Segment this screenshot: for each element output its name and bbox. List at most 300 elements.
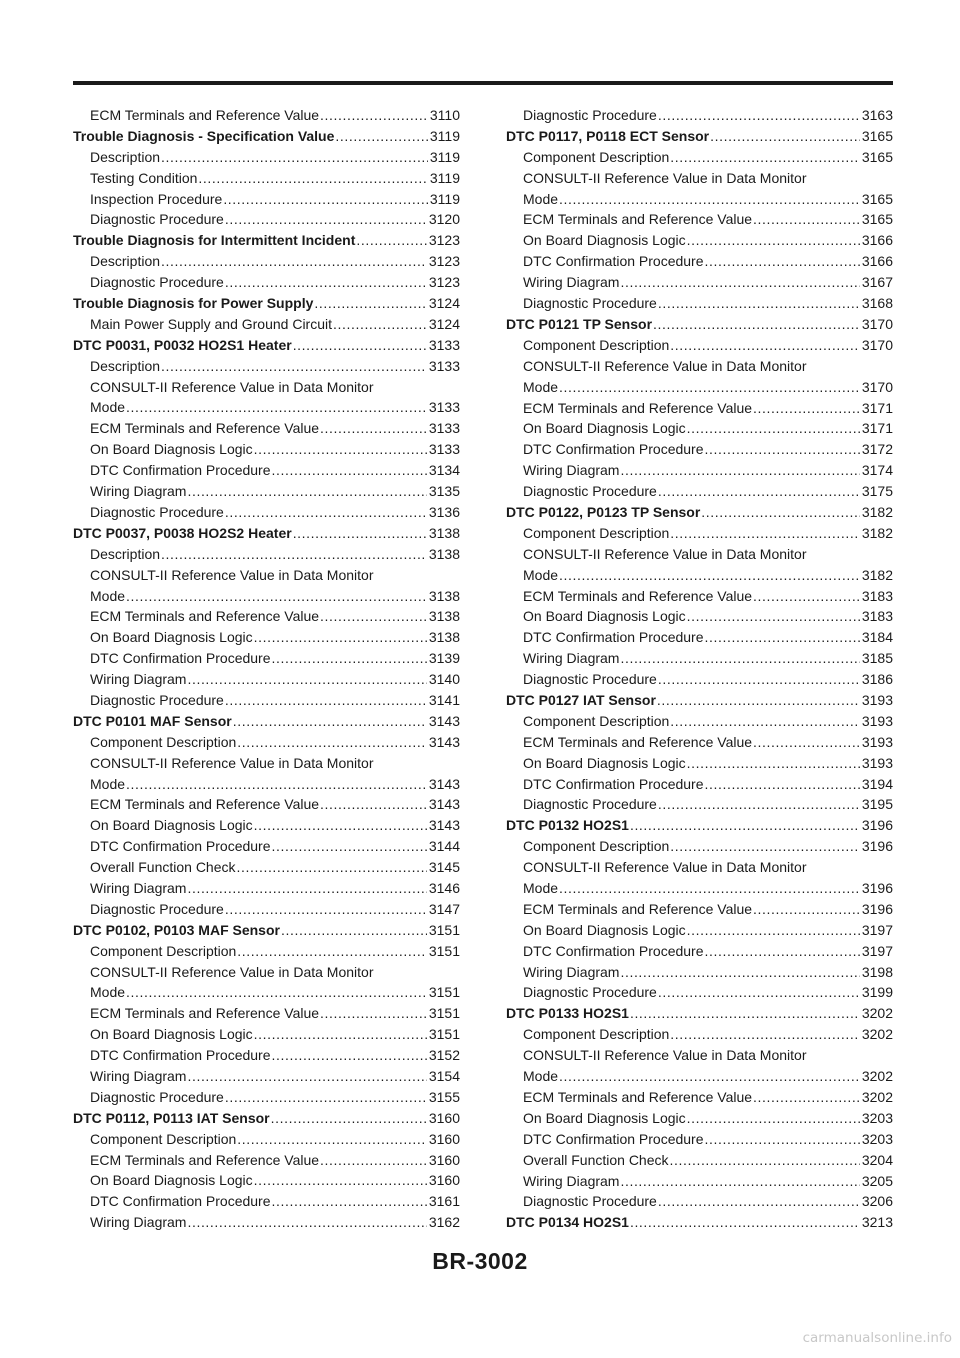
toc-page-number: 3119	[429, 148, 460, 165]
toc-subentry[interactable]	[73, 648, 460, 669]
toc-subentry[interactable]	[506, 857, 893, 878]
toc-entry-title: CONSULT-II Reference Value in Data Monitor	[90, 378, 374, 395]
toc-dot-leader	[658, 481, 860, 502]
toc-subentry[interactable]	[73, 439, 460, 460]
toc-page-number: 3163	[861, 107, 893, 123]
toc-entry-title: CONSULT-II Reference Value in Data Monitor	[90, 754, 374, 771]
toc-page-number: 3133	[428, 441, 460, 458]
toc-entry-title: Wiring Diagram	[90, 1214, 187, 1231]
toc-entry-title: DTC Confirmation Procedure	[90, 462, 271, 479]
toc-subentry[interactable]	[73, 794, 460, 815]
toc-subentry[interactable]	[506, 920, 893, 941]
toc-section-entry[interactable]	[73, 920, 460, 941]
toc-page-number: 3195	[861, 796, 893, 813]
toc-subentry[interactable]	[73, 1087, 460, 1108]
toc-dot-leader	[254, 627, 427, 648]
toc-page-number: 3205	[861, 1172, 893, 1189]
toc-entry-title: Wiring Diagram	[523, 462, 620, 479]
toc-subentry[interactable]	[73, 774, 460, 795]
toc-subentry[interactable]	[506, 878, 893, 899]
toc-subentry[interactable]	[506, 105, 893, 126]
toc-entry-title: ECM Terminals and Reference Value	[90, 796, 320, 813]
toc-entry-title: Wiring Diagram	[90, 880, 187, 896]
toc-entry-title: On Board Diagnosis Logic	[90, 441, 253, 458]
toc-entry-title: Mode	[523, 378, 559, 395]
toc-subentry[interactable]	[506, 356, 893, 377]
toc-entry-title: Component Description	[523, 838, 670, 855]
toc-entry-title: ECM Terminals and Reference Value	[523, 587, 753, 604]
toc-entry-title: Wiring Diagram	[90, 483, 187, 500]
toc-section-entry[interactable]	[73, 293, 460, 314]
toc-subentry[interactable]	[73, 251, 460, 272]
toc-dot-leader	[293, 335, 427, 356]
toc-dot-leader	[314, 293, 426, 314]
toc-section-entry[interactable]	[506, 690, 893, 711]
toc-subentry[interactable]	[73, 544, 460, 565]
toc-dot-leader	[670, 523, 860, 544]
toc-subentry[interactable]	[73, 1024, 460, 1045]
toc-entry-title: Mode	[90, 399, 126, 416]
toc-subentry[interactable]	[73, 627, 460, 648]
toc-entry-title: DTC Confirmation Procedure	[523, 942, 704, 959]
toc-page-number: 3193	[861, 754, 893, 771]
toc-entry-title: DTC P0122, P0123 TP Sensor	[506, 503, 701, 520]
toc-subentry[interactable]	[506, 732, 893, 753]
toc-entry-title: Diagnostic Procedure	[523, 483, 657, 500]
toc-page-number: 3198	[861, 963, 893, 980]
toc-subentry[interactable]	[73, 606, 460, 627]
toc-dot-leader	[620, 272, 859, 293]
toc-subentry[interactable]	[506, 1087, 893, 1108]
toc-subentry[interactable]	[73, 168, 460, 189]
toc-section-entry[interactable]	[73, 711, 460, 732]
toc-subentry[interactable]	[506, 168, 893, 189]
toc-subentry[interactable]	[73, 836, 460, 857]
toc-entry-title: DTC Confirmation Procedure	[523, 253, 704, 270]
toc-dot-leader	[658, 669, 860, 690]
toc-page-number: 3168	[861, 295, 893, 312]
toc-subentry[interactable]	[73, 272, 460, 293]
toc-subentry[interactable]	[506, 1108, 893, 1129]
toc-subentry[interactable]	[73, 753, 460, 774]
toc-dot-leader	[620, 1171, 859, 1192]
toc-entry-title: ECM Terminals and Reference Value	[90, 1151, 320, 1168]
toc-entry-title: DTC Confirmation Procedure	[523, 629, 704, 646]
toc-entry-title: Mode	[90, 984, 126, 1001]
toc-section-entry[interactable]	[506, 314, 893, 335]
toc-page-number: 3183	[861, 608, 893, 625]
toc-page-number: 3165	[861, 211, 893, 228]
toc-dot-leader	[559, 189, 860, 210]
toc-subentry[interactable]	[506, 418, 893, 439]
toc-dot-leader	[254, 1024, 427, 1045]
toc-page-number: 3202	[861, 1068, 893, 1085]
toc-dot-leader	[705, 251, 860, 272]
toc-entry-title: ECM Terminals and Reference Value	[90, 107, 320, 123]
toc-subentry[interactable]	[73, 941, 460, 962]
toc-page-number: 3167	[861, 274, 893, 291]
toc-dot-leader	[333, 314, 427, 335]
toc-dot-leader	[753, 1087, 860, 1108]
toc-entry-title: Mode	[90, 587, 126, 604]
toc-entry-title: Description	[90, 253, 161, 270]
toc-subentry[interactable]	[506, 1045, 893, 1066]
toc-page-number: 3119	[429, 169, 460, 186]
toc-entry-title: On Board Diagnosis Logic	[523, 420, 686, 437]
toc-entry-title: Component Description	[90, 942, 237, 959]
toc-dot-leader	[670, 1024, 860, 1045]
toc-subentry[interactable]	[506, 439, 893, 460]
toc-entry-title: ECM Terminals and Reference Value	[523, 211, 753, 228]
toc-right-column	[506, 105, 893, 1233]
toc-section-entry[interactable]	[506, 502, 893, 523]
toc-page-number: 3138	[428, 587, 460, 604]
toc-subentry[interactable]	[506, 836, 893, 857]
toc-page-number: 3170	[861, 336, 893, 353]
toc-subentry[interactable]	[506, 794, 893, 815]
toc-dot-leader	[161, 544, 427, 565]
toc-page-number: 3151	[428, 921, 460, 938]
toc-dot-leader	[187, 481, 426, 502]
toc-page-number: 3160	[428, 1109, 460, 1126]
toc-page-number: 3197	[861, 942, 893, 959]
top-rule	[73, 81, 893, 85]
toc-entry-title: DTC P0031, P0032 HO2S1 Heater	[73, 336, 292, 353]
toc-entry-title: Diagnostic Procedure	[90, 1088, 224, 1105]
toc-page-number: 3124	[428, 295, 460, 312]
toc-entry-title: Mode	[523, 190, 559, 207]
toc-entry-title: CONSULT-II Reference Value in Data Monitor	[523, 1047, 807, 1064]
toc-dot-leader	[225, 690, 427, 711]
toc-page-number: 3160	[428, 1130, 460, 1147]
toc-subentry[interactable]	[506, 293, 893, 314]
toc-page-number: 3171	[861, 420, 893, 437]
toc-dot-leader	[653, 314, 860, 335]
toc-entry-title: On Board Diagnosis Logic	[90, 1172, 253, 1189]
toc-dot-leader	[670, 836, 860, 857]
toc-subentry[interactable]	[506, 251, 893, 272]
toc-entry-title: Main Power Supply and Ground Circuit	[90, 315, 333, 332]
toc-subentry[interactable]	[73, 460, 460, 481]
toc-section-entry[interactable]	[506, 1212, 893, 1233]
toc-subentry[interactable]	[73, 565, 460, 586]
toc-subentry[interactable]	[506, 711, 893, 732]
toc-entry-title: Wiring Diagram	[523, 963, 620, 980]
toc-page-number: 3202	[861, 1088, 893, 1105]
toc-page-number: 3185	[861, 650, 893, 667]
toc-subentry[interactable]	[73, 1045, 460, 1066]
toc-dot-leader	[559, 878, 860, 899]
toc-page-number: 3151	[428, 984, 460, 1001]
toc-dot-leader	[320, 105, 428, 126]
toc-page-number: 3138	[428, 608, 460, 625]
toc-subentry[interactable]	[73, 1150, 460, 1171]
toc-entry-title: DTC P0101 MAF Sensor	[73, 712, 232, 729]
toc-section-entry[interactable]	[73, 523, 460, 544]
toc-subentry[interactable]	[506, 544, 893, 565]
toc-dot-leader	[223, 189, 428, 210]
toc-entry-title: ECM Terminals and Reference Value	[523, 733, 753, 750]
toc-dot-leader	[658, 794, 860, 815]
toc-subentry[interactable]	[73, 1212, 460, 1233]
toc-page-number: 3161	[428, 1193, 460, 1210]
toc-page-number: 3165	[861, 190, 893, 207]
toc-subentry[interactable]	[506, 982, 893, 1003]
toc-page-number: 3123	[428, 232, 460, 249]
toc-entry-title: DTC P0121 TP Sensor	[506, 315, 653, 332]
toc-subentry[interactable]	[506, 627, 893, 648]
toc-page-number: 3138	[428, 629, 460, 646]
toc-dot-leader	[126, 982, 427, 1003]
toc-entry-title: DTC Confirmation Procedure	[523, 775, 704, 792]
toc-dot-leader	[559, 377, 860, 398]
toc-entry-title: CONSULT-II Reference Value in Data Monitor	[523, 357, 807, 374]
toc-subentry[interactable]	[73, 1191, 460, 1212]
toc-dot-leader	[753, 732, 860, 753]
toc-dot-leader	[225, 899, 427, 920]
toc-page-number: 3182	[861, 503, 893, 520]
toc-entry-title: Mode	[523, 566, 559, 583]
toc-entry-title: Trouble Diagnosis - Specification Value	[73, 127, 335, 144]
toc-subentry[interactable]	[73, 1170, 460, 1191]
toc-page-number: 3196	[861, 838, 893, 855]
toc-entry-title: On Board Diagnosis Logic	[523, 232, 686, 249]
toc-subentry[interactable]	[506, 1191, 893, 1212]
toc-dot-leader	[233, 711, 427, 732]
toc-subentry[interactable]	[506, 648, 893, 669]
toc-left-column	[73, 105, 460, 1233]
toc-dot-leader	[320, 606, 427, 627]
toc-dot-leader	[237, 941, 427, 962]
toc-subentry[interactable]	[73, 982, 460, 1003]
toc-section-entry[interactable]	[73, 230, 460, 251]
toc-dot-leader	[225, 502, 427, 523]
toc-page-number: 3143	[428, 733, 460, 750]
toc-section-entry[interactable]	[73, 1108, 460, 1129]
toc-section-entry[interactable]	[506, 1003, 893, 1024]
toc-page-number: 3170	[861, 315, 893, 332]
toc-subentry[interactable]	[506, 1171, 893, 1192]
toc-dot-leader	[658, 982, 860, 1003]
toc-dot-leader	[658, 105, 860, 126]
toc-entry-title: DTC P0112, P0113 IAT Sensor	[73, 1109, 270, 1126]
toc-page-number: 3155	[428, 1088, 460, 1105]
toc-dot-leader	[687, 606, 860, 627]
toc-entry-title: CONSULT-II Reference Value in Data Monitor	[523, 859, 807, 876]
toc-subentry[interactable]	[506, 606, 893, 627]
toc-subentry[interactable]	[73, 586, 460, 607]
toc-subentry[interactable]	[506, 398, 893, 419]
toc-entry-title: DTC P0132 HO2S1	[506, 817, 629, 834]
toc-subentry[interactable]	[506, 230, 893, 251]
toc-subentry[interactable]	[506, 962, 893, 983]
toc-entry-title: DTC Confirmation Procedure	[523, 1130, 704, 1147]
toc-entry-title: CONSULT-II Reference Value in Data Monitor	[523, 169, 807, 186]
toc-subentry[interactable]	[73, 418, 460, 439]
toc-page-number: 3140	[428, 671, 460, 688]
toc-subentry[interactable]	[73, 481, 460, 502]
toc-page-number: 3141	[428, 691, 460, 708]
toc-subentry[interactable]	[73, 397, 460, 418]
toc-subentry[interactable]	[506, 209, 893, 230]
toc-page-number: 3166	[861, 232, 893, 249]
toc-subentry[interactable]	[506, 753, 893, 774]
toc-section-entry[interactable]	[506, 126, 893, 147]
toc-dot-leader	[126, 397, 427, 418]
toc-subentry[interactable]	[506, 460, 893, 481]
toc-dot-leader	[753, 398, 860, 419]
toc-subentry[interactable]	[506, 189, 893, 210]
toc-subentry[interactable]	[73, 189, 460, 210]
toc-subentry[interactable]	[73, 732, 460, 753]
toc-subentry[interactable]	[506, 272, 893, 293]
toc-subentry[interactable]	[506, 941, 893, 962]
toc-dot-leader	[271, 1108, 427, 1129]
toc-entry-title: Component Description	[523, 148, 670, 165]
toc-subentry[interactable]	[506, 565, 893, 586]
toc-subentry[interactable]	[73, 1129, 460, 1150]
toc-entry-title: On Board Diagnosis Logic	[90, 817, 253, 834]
toc-subentry[interactable]	[506, 899, 893, 920]
toc-page-number: 3196	[861, 900, 893, 917]
toc-subentry[interactable]	[506, 1024, 893, 1045]
toc-entry-title: ECM Terminals and Reference Value	[90, 420, 320, 437]
toc-subentry[interactable]	[506, 774, 893, 795]
toc-subentry[interactable]	[506, 147, 893, 168]
toc-entry-title: Overall Function Check	[90, 859, 236, 876]
toc-page-number: 3162	[428, 1214, 460, 1231]
toc-subentry[interactable]	[506, 481, 893, 502]
toc-page-number: 3196	[861, 880, 893, 897]
toc-subentry[interactable]	[73, 314, 460, 335]
toc-dot-leader	[281, 920, 427, 941]
toc-subentry[interactable]	[73, 899, 460, 920]
toc-page-number: 3123	[428, 274, 460, 291]
toc-subentry[interactable]	[73, 690, 460, 711]
toc-subentry[interactable]	[73, 147, 460, 168]
toc-entry-title: On Board Diagnosis Logic	[523, 608, 686, 625]
toc-subentry[interactable]	[506, 669, 893, 690]
toc-subentry[interactable]	[73, 1066, 460, 1087]
toc-entry-title: Component Description	[523, 524, 670, 541]
toc-dot-leader	[630, 815, 860, 836]
toc-subentry[interactable]	[506, 1066, 893, 1087]
toc-dot-leader	[254, 439, 427, 460]
toc-subentry[interactable]	[73, 502, 460, 523]
toc-page-number: 3194	[861, 775, 893, 792]
toc-entry-title: Mode	[523, 1068, 559, 1085]
toc-page-number: 3143	[428, 817, 460, 834]
toc-page-number: 3124	[428, 315, 460, 332]
toc-dot-leader	[670, 335, 860, 356]
toc-subentry[interactable]	[506, 1150, 893, 1171]
toc-page-number: 3143	[428, 796, 460, 813]
toc-dot-leader	[753, 209, 860, 230]
toc-entry-title: Diagnostic Procedure	[523, 671, 657, 688]
toc-dot-leader	[705, 941, 860, 962]
toc-entry-title: ECM Terminals and Reference Value	[90, 608, 320, 625]
toc-entry-title: Diagnostic Procedure	[90, 900, 224, 917]
toc-subentry[interactable]	[73, 857, 460, 878]
toc-dot-leader	[559, 1066, 860, 1087]
toc-entry-title: Component Description	[90, 733, 237, 750]
toc-section-entry[interactable]	[73, 335, 460, 356]
toc-subentry[interactable]	[73, 209, 460, 230]
toc-dot-leader	[705, 1129, 860, 1150]
toc-entry-title: On Board Diagnosis Logic	[90, 1026, 253, 1043]
toc-subentry[interactable]	[73, 377, 460, 398]
toc-page-number: 3202	[861, 1026, 893, 1043]
toc-subentry[interactable]	[73, 356, 460, 377]
toc-dot-leader	[670, 1150, 860, 1171]
toc-page-number: 3135	[428, 483, 460, 500]
toc-page-number: 3182	[861, 566, 893, 583]
toc-dot-leader	[687, 753, 860, 774]
toc-page-number: 3202	[861, 1005, 893, 1022]
toc-entry-title: Diagnostic Procedure	[90, 274, 224, 291]
toc-page-number: 3165	[861, 127, 893, 144]
toc-page-number: 3110	[429, 107, 460, 123]
toc-entry-title: Wiring Diagram	[90, 671, 187, 688]
toc-subentry[interactable]	[506, 1129, 893, 1150]
toc-page-number: 3193	[861, 691, 893, 708]
toc-entry-title: Description	[90, 357, 161, 374]
toc-subentry[interactable]	[506, 377, 893, 398]
toc-page-number: 3174	[861, 462, 893, 479]
toc-page-number: 3182	[861, 524, 893, 541]
toc-page-number: 3134	[428, 462, 460, 479]
toc-dot-leader	[630, 1003, 860, 1024]
toc-page-number: 3186	[861, 671, 893, 688]
toc-page-number: 3136	[428, 503, 460, 520]
toc-page-number: 3203	[861, 1109, 893, 1126]
toc-page-number: 3151	[428, 942, 460, 959]
toc-entry-title: CONSULT-II Reference Value in Data Monitor	[523, 545, 807, 562]
toc-subentry[interactable]	[73, 669, 460, 690]
toc-entry-title: DTC P0037, P0038 HO2S2 Heater	[73, 524, 292, 541]
toc-subentry[interactable]	[506, 586, 893, 607]
toc-dot-leader	[272, 1191, 427, 1212]
toc-subentry[interactable]	[506, 523, 893, 544]
toc-subentry[interactable]	[73, 1003, 460, 1024]
toc-section-entry[interactable]	[73, 126, 460, 147]
toc-entry-title: DTC Confirmation Procedure	[90, 650, 271, 667]
toc-subentry[interactable]	[73, 878, 460, 899]
toc-entry-title: Component Description	[523, 1026, 670, 1043]
toc-page-number: 3213	[861, 1214, 893, 1231]
toc-page-number: 3160	[428, 1172, 460, 1189]
toc-entry-title: Testing Condition	[90, 169, 198, 186]
toc-dot-leader	[126, 774, 427, 795]
toc-dot-leader	[753, 586, 860, 607]
toc-dot-leader	[272, 836, 427, 857]
toc-subentry[interactable]	[73, 962, 460, 983]
toc-entry-title: Wiring Diagram	[90, 1068, 187, 1085]
toc-page-number: 3193	[861, 712, 893, 729]
toc-entry-title: DTC P0133 HO2S1	[506, 1005, 629, 1022]
toc-dot-leader	[356, 230, 426, 251]
toc-dot-leader	[687, 1108, 860, 1129]
page-footer-label: BR-3002	[432, 1248, 528, 1274]
toc-subentry[interactable]	[73, 815, 460, 836]
toc-subentry[interactable]	[73, 105, 460, 126]
toc-entry-title: CONSULT-II Reference Value in Data Monitor	[90, 566, 374, 583]
toc-entry-title: ECM Terminals and Reference Value	[523, 399, 753, 416]
toc-subentry[interactable]	[506, 335, 893, 356]
toc-page-number: 3172	[861, 441, 893, 458]
toc-page-number: 3138	[428, 545, 460, 562]
toc-section-entry[interactable]	[506, 815, 893, 836]
